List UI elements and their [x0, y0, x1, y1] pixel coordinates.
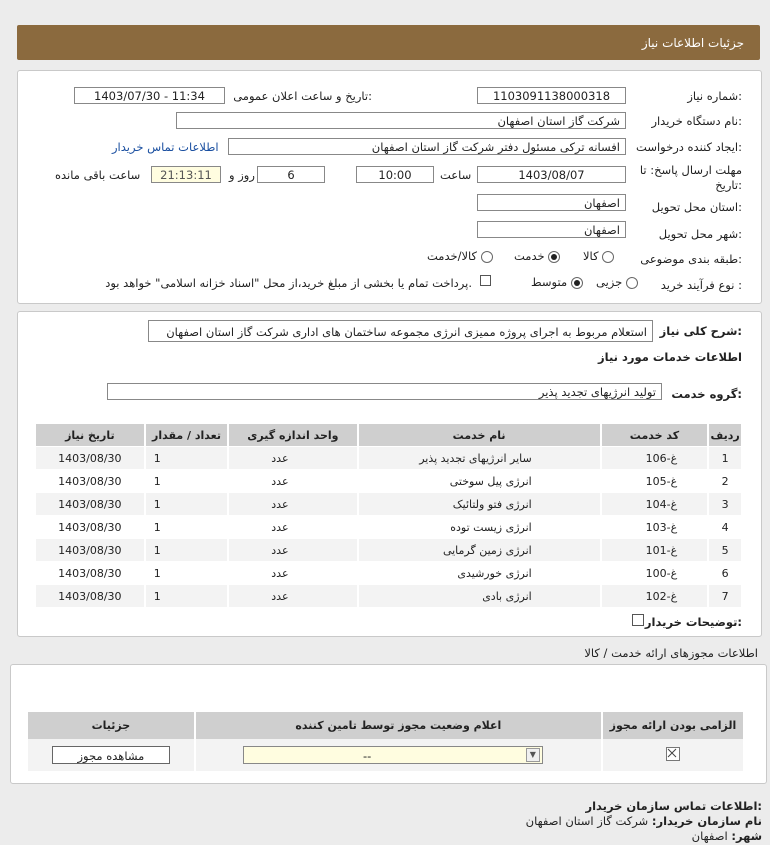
- category-option-goods-service[interactable]: کالا/خدمت: [427, 249, 493, 263]
- col-row-number: ردیف: [708, 424, 741, 447]
- category-option-service[interactable]: خدمت: [514, 249, 560, 263]
- cell-service-name: انرژی زیست توده: [358, 516, 601, 539]
- cell-quantity: 1: [145, 493, 229, 516]
- need-info-panel: [17, 70, 762, 304]
- services-header-row: [35, 424, 741, 447]
- cell-service-name: انرژی زمین گرمایی: [358, 539, 601, 562]
- treasury-checkbox[interactable]: [480, 275, 491, 286]
- cell-service-code: غ-102: [601, 585, 708, 608]
- col-license-required: الزامی بودن ارائه مجوز: [602, 712, 743, 739]
- radio-medium[interactable]: [571, 277, 583, 289]
- table-row: [35, 585, 741, 608]
- cell-service-name: انرژی پیل سوختی: [358, 470, 601, 493]
- radio-minor[interactable]: [626, 277, 638, 289]
- view-license-button[interactable]: مشاهده مجوز: [52, 746, 170, 764]
- licenses-header-row: [27, 712, 743, 739]
- licenses-table: [26, 712, 743, 771]
- deadline-date-label: تاریخ:: [715, 178, 742, 192]
- cell-row-number: 7: [708, 585, 741, 608]
- description-field: استعلام مربوط به اجرای پروژه ممیزی انرژی مجموعه ساختمان های اداری شرکت گاز استان اصفهان: [148, 320, 653, 342]
- announce-label: تاریخ و ساعت اعلان عمومی:: [233, 89, 372, 103]
- remaining-label: ساعت باقی مانده: [55, 168, 141, 182]
- contact-org-line: [526, 814, 762, 828]
- cell-unit: عدد: [228, 470, 357, 493]
- col-service-code: کد خدمت: [601, 424, 708, 447]
- city-field: اصفهان: [477, 221, 626, 238]
- cell-service-name: انرژی خورشیدی: [358, 562, 601, 585]
- cell-unit: عدد: [228, 516, 357, 539]
- cell-quantity: 1: [145, 516, 229, 539]
- table-row: [35, 539, 741, 562]
- col-quantity: تعداد / مقدار: [145, 424, 229, 447]
- process-label: نوع فرآیند خرید :: [660, 278, 742, 292]
- cross-checkbox-icon: [666, 747, 680, 761]
- cell-row-number: 2: [708, 470, 741, 493]
- table-row: [35, 493, 741, 516]
- cell-service-name: انرژی بادی: [358, 585, 601, 608]
- cell-row-number: 4: [708, 516, 741, 539]
- cell-need-date: 1403/08/30: [35, 447, 145, 470]
- col-license-details: جزئیات: [27, 712, 195, 739]
- cell-unit: عدد: [228, 585, 357, 608]
- buyer-notes-checkbox[interactable]: [632, 614, 644, 626]
- col-need-date: تاریخ نیاز: [35, 424, 145, 447]
- deadline-date-field: 1403/08/07: [477, 166, 626, 183]
- cell-service-code: غ-105: [601, 470, 708, 493]
- table-row: [35, 447, 741, 470]
- process-option-minor[interactable]: جزیی: [596, 275, 638, 289]
- province-field: اصفهان: [477, 194, 626, 211]
- col-unit: واحد اندازه گیری: [228, 424, 357, 447]
- contact-title: اطلاعات تماس سازمان خریدار:: [585, 799, 762, 813]
- cell-need-date: 1403/08/30: [35, 470, 145, 493]
- contact-city-label: شهر:: [731, 829, 762, 843]
- cell-license-status: [195, 739, 602, 771]
- cell-need-date: 1403/08/30: [35, 493, 145, 516]
- cell-service-code: غ-106: [601, 447, 708, 470]
- cell-need-date: 1403/08/30: [35, 516, 145, 539]
- description-label: شرح کلی نیاز:: [659, 324, 742, 338]
- announce-date-field: 1403/07/30 - 11:34: [74, 87, 225, 104]
- table-row: [35, 562, 741, 585]
- cell-service-name: سایر انرژیهای تجدید پذیر: [358, 447, 601, 470]
- need-number-field: 1103091138000318: [477, 87, 626, 104]
- radio-service[interactable]: [548, 251, 560, 263]
- buyer-notes-label: توضیحات خریدار:: [644, 615, 742, 629]
- table-row: [27, 739, 743, 771]
- cell-service-code: غ-101: [601, 539, 708, 562]
- services-section-title: اطلاعات خدمات مورد نیاز: [598, 350, 742, 364]
- days-field: 6: [257, 166, 325, 183]
- license-status-select[interactable]: [243, 746, 543, 764]
- dropdown-arrow-icon[interactable]: ▼: [526, 748, 540, 762]
- page-title: جزئیات اطلاعات نیاز: [641, 36, 744, 50]
- table-row: [35, 470, 741, 493]
- cell-row-number: 6: [708, 562, 741, 585]
- deadline-label: مهلت ارسال پاسخ: تا: [639, 163, 742, 177]
- cell-quantity: 1: [145, 562, 229, 585]
- contact-org-label: نام سازمان خریدار:: [651, 814, 762, 828]
- cell-service-code: غ-100: [601, 562, 708, 585]
- col-service-name: نام خدمت: [358, 424, 601, 447]
- service-group-label: گروه خدمت:: [671, 387, 742, 401]
- licenses-title: اطلاعات مجوزهای ارائه خدمت / کالا: [584, 646, 758, 660]
- time-label: ساعت: [440, 168, 472, 182]
- table-row: [35, 516, 741, 539]
- cell-quantity: 1: [145, 539, 229, 562]
- cell-service-code: غ-103: [601, 516, 708, 539]
- cell-license-details: [27, 739, 195, 771]
- need-number-label: شماره نیاز:: [687, 89, 742, 103]
- buyer-org-label: نام دستگاه خریدار:: [651, 114, 742, 128]
- cell-unit: عدد: [228, 493, 357, 516]
- creator-label: ایجاد کننده درخواست:: [636, 140, 742, 154]
- category-option-goods[interactable]: کالا: [583, 249, 614, 263]
- payment-note: پرداخت تمام یا بخشی از مبلغ خرید،از محل "اسناد خزانه اسلامی" خواهد بود.: [105, 276, 472, 290]
- services-table: [34, 424, 741, 607]
- contact-buyer-link[interactable]: اطلاعات تماس خریدار: [112, 140, 219, 154]
- remaining-time-field: 21:13:11: [151, 166, 221, 183]
- category-label: طبقه بندی موضوعی:: [640, 252, 742, 266]
- cell-unit: عدد: [228, 562, 357, 585]
- cell-quantity: 1: [145, 470, 229, 493]
- cell-row-number: 3: [708, 493, 741, 516]
- deadline-time-field: 10:00: [356, 166, 434, 183]
- cell-unit: عدد: [228, 539, 357, 562]
- radio-goods-service[interactable]: [481, 251, 493, 263]
- creator-field: افسانه ترکی مسئول دفتر شرکت گاز استان اصفهان: [228, 138, 626, 155]
- cell-need-date: 1403/08/30: [35, 539, 145, 562]
- cell-need-date: 1403/08/30: [35, 585, 145, 608]
- col-license-status: اعلام وضعیت مجوز توسط تامین کننده: [195, 712, 602, 739]
- province-label: استان محل تحویل:: [651, 200, 742, 214]
- contact-city-line: [692, 829, 762, 843]
- city-label: شهر محل تحویل:: [658, 227, 742, 241]
- radio-goods[interactable]: [602, 251, 614, 263]
- cell-service-code: غ-104: [601, 493, 708, 516]
- license-status-value: --: [362, 749, 372, 763]
- cell-quantity: 1: [145, 585, 229, 608]
- cell-need-date: 1403/08/30: [35, 562, 145, 585]
- days-label: روز و: [229, 168, 255, 182]
- page-header: [17, 25, 760, 60]
- cell-quantity: 1: [145, 447, 229, 470]
- cell-service-name: انرژی فتو ولتائیک: [358, 493, 601, 516]
- contact-city-value: اصفهان: [691, 829, 728, 843]
- service-group-field: تولید انرژیهای تجدید پذیر: [107, 383, 662, 400]
- cell-row-number: 5: [708, 539, 741, 562]
- cell-row-number: 1: [708, 447, 741, 470]
- cell-license-required: [602, 739, 743, 771]
- cell-unit: عدد: [228, 447, 357, 470]
- process-option-medium[interactable]: متوسط: [531, 275, 583, 289]
- buyer-org-field: شرکت گاز استان اصفهان: [176, 112, 626, 129]
- contact-org-value: شرکت گاز استان اصفهان: [525, 814, 649, 828]
